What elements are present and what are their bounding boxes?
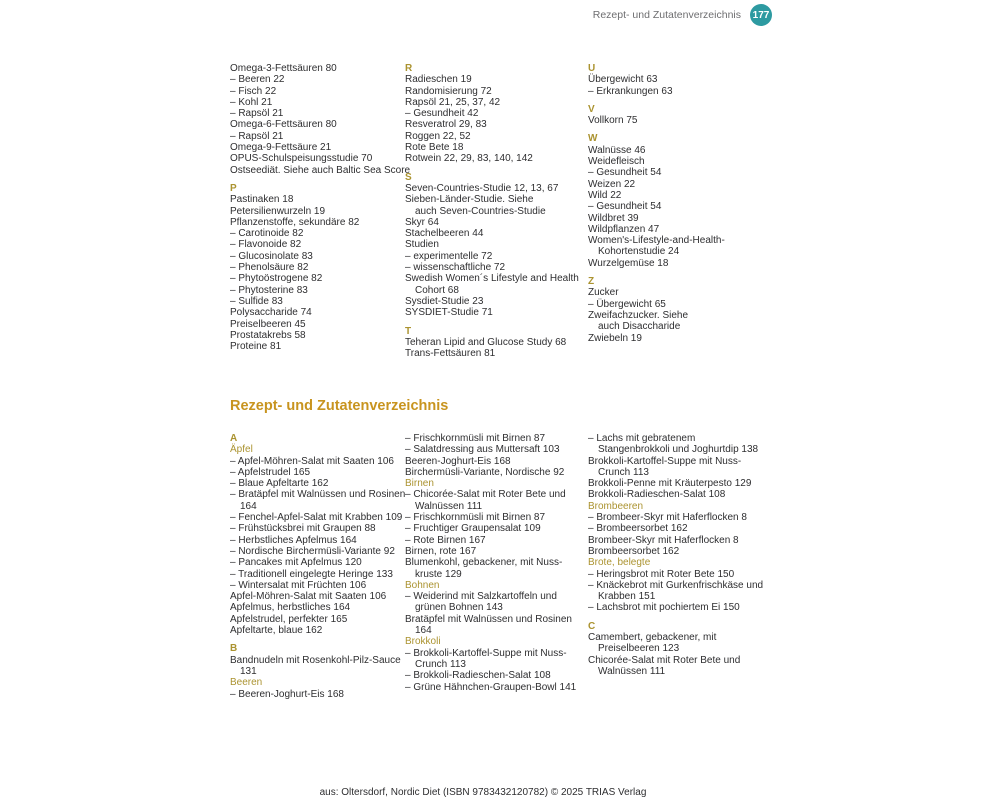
index-entry: – Gesundheit 54 bbox=[588, 201, 662, 213]
sub-heading: Äpfel bbox=[230, 444, 253, 456]
index-entry: – Lachsbrot mit pochiertem Ei 150 bbox=[588, 602, 740, 614]
index-entry: – Nordische Birchermüsli-Variante 92 bbox=[230, 545, 395, 557]
index-entry: – Weiderind mit Salzkartoffeln und bbox=[405, 591, 557, 603]
index-entry: – Beeren 22 bbox=[230, 74, 285, 86]
index-entry: Brokkoli-Radieschen-Salat 108 bbox=[588, 489, 726, 501]
index-entry: Apfel-Möhren-Salat mit Saaten 106 bbox=[230, 591, 387, 603]
index-entry: Rapsöl 21, 25, 37, 42 bbox=[405, 96, 501, 108]
index-entry: Pflanzenstoffe, sekundäre 82 bbox=[230, 216, 360, 228]
index-entry: – Sulfide 83 bbox=[230, 295, 283, 307]
index-entry: Women's-Lifestyle-and-Health- bbox=[588, 235, 725, 247]
index-entry-continuation: Walnüssen 111 bbox=[415, 500, 483, 512]
index-entry: – Fruchtiger Graupensalat 109 bbox=[405, 523, 541, 535]
index-entry-continuation: Kohortenstudie 24 bbox=[598, 246, 680, 258]
index-entry-continuation: auch Disaccharide bbox=[598, 321, 681, 333]
index-entry: Omega-9-Fettsäure 21 bbox=[230, 142, 332, 154]
index-entry: – Gesundheit 54 bbox=[588, 167, 662, 179]
index-entry: – Erkrankungen 63 bbox=[588, 85, 673, 97]
running-header bbox=[0, 4, 772, 26]
index-column bbox=[230, 63, 411, 353]
sub-heading: Birnen bbox=[405, 478, 434, 490]
index-entry: Blumenkohl, gebackener, mit Nuss- bbox=[405, 557, 563, 569]
index-entry: Polysaccharide 74 bbox=[230, 307, 312, 319]
running-header-title: Rezept- und Zutatenverzeichnis bbox=[592, 9, 741, 21]
index-entry: Vollkorn 75 bbox=[588, 115, 638, 127]
index-entry: – Phenolsäure 82 bbox=[230, 262, 309, 274]
index-entry: – Carotinoide 82 bbox=[230, 228, 304, 240]
index-entry: Camembert, gebackener, mit bbox=[588, 632, 717, 644]
index-entry: – Brokkoli-Kartoffel-Suppe mit Nuss- bbox=[405, 647, 567, 659]
index-entry: – Lachs mit gebratenem bbox=[588, 433, 696, 444]
index-entry: Übergewicht 63 bbox=[588, 74, 658, 86]
index-entry: – Rapsöl 21 bbox=[230, 108, 284, 120]
index-entry-continuation: auch Seven-Countries-Studie bbox=[415, 205, 546, 217]
index-entry: Beeren-Joghurt-Eis 168 bbox=[405, 455, 511, 467]
index-entry: Petersilienwurzeln 19 bbox=[230, 205, 326, 217]
sub-heading: Brote, belegte bbox=[588, 557, 651, 569]
index-entry: Swedish Women´s Lifestyle and Health bbox=[405, 273, 579, 285]
index-entry: – Blaue Apfeltarte 162 bbox=[230, 478, 329, 490]
sub-heading: Brombeeren bbox=[588, 500, 644, 512]
letter-heading: C bbox=[588, 620, 596, 632]
index-entry: – Fenchel-Apfel-Salat mit Krabben 109 bbox=[230, 512, 403, 524]
index-entry: Bratäpfel mit Walnüssen und Rosinen bbox=[405, 613, 572, 625]
index-entry: Walnüsse 46 bbox=[588, 144, 646, 156]
index-entry: Teheran Lipid and Glucose Study 68 bbox=[405, 336, 567, 348]
index-entry-continuation: Crunch 113 bbox=[415, 658, 466, 670]
index-entry-continuation: Crunch 113 bbox=[598, 466, 649, 478]
index-entry: – Phytosterine 83 bbox=[230, 284, 308, 296]
letter-heading: R bbox=[405, 63, 413, 74]
index-entry: Brokkoli-Penne mit Kräuterpesto 129 bbox=[588, 478, 752, 490]
index-entry: Randomisierung 72 bbox=[405, 85, 492, 97]
section-title: Rezept- und Zutatenverzeichnis bbox=[230, 398, 449, 414]
index-entry: Pastinaken 18 bbox=[230, 194, 294, 206]
letter-heading: V bbox=[588, 103, 595, 115]
letter-heading: U bbox=[588, 63, 596, 74]
index-entry: Brombeersorbet 162 bbox=[588, 545, 680, 557]
index-entry: Wildbret 39 bbox=[588, 212, 639, 224]
index-entry: – Bratäpfel mit Walnüssen und Rosinen bbox=[230, 489, 406, 501]
index-entry: – Glucosinolate 83 bbox=[230, 250, 313, 262]
index-entry: Proteine 81 bbox=[230, 341, 282, 353]
sub-heading: Beeren bbox=[230, 677, 263, 689]
index-entry: Apfelstrudel, perfekter 165 bbox=[230, 613, 348, 625]
index-entry: – Apfel-Möhren-Salat mit Saaten 106 bbox=[230, 455, 394, 467]
index-entry-continuation: 164 bbox=[415, 625, 432, 637]
index-entry: – Brombeer-Skyr mit Haferflocken 8 bbox=[588, 512, 747, 524]
footer-credit: aus: Oltersdorf, Nordic Diet (ISBN 9783432120782) © 2025 TRIAS Verlag bbox=[319, 787, 647, 798]
index-entry: – Frischkornmüsli mit Birnen 87 bbox=[405, 433, 546, 444]
index-entry: Birnen, rote 167 bbox=[405, 545, 477, 557]
index-entry: – Frischkornmüsli mit Birnen 87 bbox=[405, 512, 546, 524]
letter-heading: B bbox=[230, 643, 238, 655]
index-entry: – Beeren-Joghurt-Eis 168 bbox=[230, 688, 344, 700]
index-column bbox=[405, 433, 588, 693]
index-column bbox=[405, 63, 588, 359]
index-entry-continuation: 164 bbox=[240, 500, 257, 512]
index-entry-continuation: Cohort 68 bbox=[415, 284, 459, 296]
index-entry: Rote Bete 18 bbox=[405, 142, 464, 154]
index-entry: Rotwein 22, 29, 83, 140, 142 bbox=[405, 153, 533, 165]
page-number-badge: 177 bbox=[750, 4, 772, 26]
index-entry: Roggen 22, 52 bbox=[405, 130, 471, 142]
index-entry: Weizen 22 bbox=[588, 178, 636, 190]
letter-heading: T bbox=[405, 325, 412, 337]
index-entry: – wissenschaftliche 72 bbox=[405, 262, 506, 274]
index-entry: – Gesundheit 42 bbox=[405, 108, 479, 120]
index-entry: – Knäckebrot mit Gurkenfrischkäse und bbox=[588, 579, 764, 591]
index-entry: Radieschen 19 bbox=[405, 74, 472, 86]
index-entry: – Grüne Hähnchen-Graupen-Bowl 141 bbox=[405, 681, 577, 693]
index-entry: Studien bbox=[405, 239, 439, 251]
index-column bbox=[230, 433, 405, 700]
index-entry: – Apfelstrudel 165 bbox=[230, 466, 311, 478]
index-entry: Wurzelgemüse 18 bbox=[588, 257, 669, 269]
index-entry-continuation: Stangenbrokkoli und Joghurtdip 138 bbox=[598, 444, 759, 456]
index-entry: Sieben-Länder-Studie. Siehe bbox=[405, 194, 534, 206]
index-column bbox=[588, 433, 772, 677]
recipe-index-section bbox=[230, 433, 772, 700]
index-entry: Zucker bbox=[588, 287, 619, 299]
index-entry: – Kohl 21 bbox=[230, 96, 273, 108]
index-entry: Prostatakrebs 58 bbox=[230, 329, 306, 341]
index-entry: Wild 22 bbox=[588, 189, 622, 201]
index-entry-continuation: grünen Bohnen 143 bbox=[415, 602, 503, 614]
index-entry: Ostseediät. Siehe auch Baltic Sea Score bbox=[230, 164, 411, 176]
index-entry: Brokkoli-Kartoffel-Suppe mit Nuss- bbox=[588, 455, 742, 467]
index-entry: SYSDIET-Studie 71 bbox=[405, 307, 493, 319]
index-entry: Omega-6-Fettsäuren 80 bbox=[230, 119, 337, 131]
index-entry: – Wintersalat mit Früchten 106 bbox=[230, 579, 367, 591]
sub-heading: Brokkoli bbox=[405, 636, 441, 648]
index-entry-continuation: Krabben 151 bbox=[598, 591, 656, 603]
index-entry: Resveratrol 29, 83 bbox=[405, 119, 487, 131]
index-entry: – Übergewicht 65 bbox=[588, 298, 666, 310]
index-entry-continuation: kruste 129 bbox=[415, 568, 462, 580]
sub-heading: Bohnen bbox=[405, 579, 440, 591]
index-entry-continuation: 131 bbox=[240, 665, 257, 677]
index-column bbox=[588, 63, 772, 344]
index-entry: – Traditionell eingelegte Heringe 133 bbox=[230, 568, 393, 580]
letter-heading: S bbox=[405, 171, 412, 183]
index-entry: Weidefleisch bbox=[588, 156, 645, 168]
index-entry: – Pancakes mit Apfelmus 120 bbox=[230, 557, 362, 569]
letter-heading: Z bbox=[588, 276, 595, 288]
index-entry: Brombeer-Skyr mit Haferflocken 8 bbox=[588, 534, 739, 546]
index-entry: – Chicorée-Salat mit Roter Bete und bbox=[405, 489, 566, 501]
index-entry-continuation: Preiselbeeren 123 bbox=[598, 643, 680, 655]
index-entry: – Herbstliches Apfelmus 164 bbox=[230, 534, 357, 546]
letter-heading: A bbox=[230, 433, 238, 444]
index-entry: – Rapsöl 21 bbox=[230, 130, 284, 142]
index-entry: – experimentelle 72 bbox=[405, 250, 493, 262]
index-entry: Trans-Fettsäuren 81 bbox=[405, 348, 496, 360]
index-entry: – Brombeersorbet 162 bbox=[588, 523, 688, 535]
index-entry: Apfelmus, herbstliches 164 bbox=[230, 602, 351, 614]
index-entry: – Salatdressing aus Muttersaft 103 bbox=[405, 444, 560, 456]
index-top-section bbox=[230, 63, 772, 359]
index-entry: Sysdiet-Studie 23 bbox=[405, 295, 484, 307]
index-entry: – Heringsbrot mit Roter Bete 150 bbox=[588, 568, 735, 580]
letter-heading: P bbox=[230, 182, 237, 194]
letter-heading: W bbox=[588, 133, 598, 145]
index-entry: Seven-Countries-Studie 12, 13, 67 bbox=[405, 182, 559, 194]
index-entry: OPUS-Schulspeisungsstudie 70 bbox=[230, 153, 373, 165]
index-entry: Zweifachzucker. Siehe bbox=[588, 309, 689, 321]
index-entry: – Brokkoli-Radieschen-Salat 108 bbox=[405, 670, 551, 682]
index-entry: Stachelbeeren 44 bbox=[405, 228, 484, 240]
index-entry: – Phytoöstrogene 82 bbox=[230, 273, 323, 285]
index-entry: Chicorée-Salat mit Roter Bete und bbox=[588, 654, 741, 666]
index-entry: Bandnudeln mit Rosenkohl-Pilz-Sauce bbox=[230, 654, 401, 666]
index-entry: Zwiebeln 19 bbox=[588, 332, 642, 344]
index-entry: Omega-3-Fettsäuren 80 bbox=[230, 63, 337, 74]
index-entry: Wildpflanzen 47 bbox=[588, 223, 660, 235]
index-entry: – Fisch 22 bbox=[230, 85, 277, 97]
index-entry: – Rote Birnen 167 bbox=[405, 534, 486, 546]
index-entry: Skyr 64 bbox=[405, 216, 439, 228]
index-entry: Birchermüsli-Variante, Nordische 92 bbox=[405, 466, 565, 478]
index-entry: – Flavonoide 82 bbox=[230, 239, 302, 251]
index-entry: Apfeltarte, blaue 162 bbox=[230, 625, 323, 637]
index-entry: – Frühstücksbrei mit Graupen 88 bbox=[230, 523, 376, 535]
index-entry-continuation: Walnüssen 111 bbox=[598, 665, 666, 677]
index-entry: Preiselbeeren 45 bbox=[230, 318, 306, 330]
